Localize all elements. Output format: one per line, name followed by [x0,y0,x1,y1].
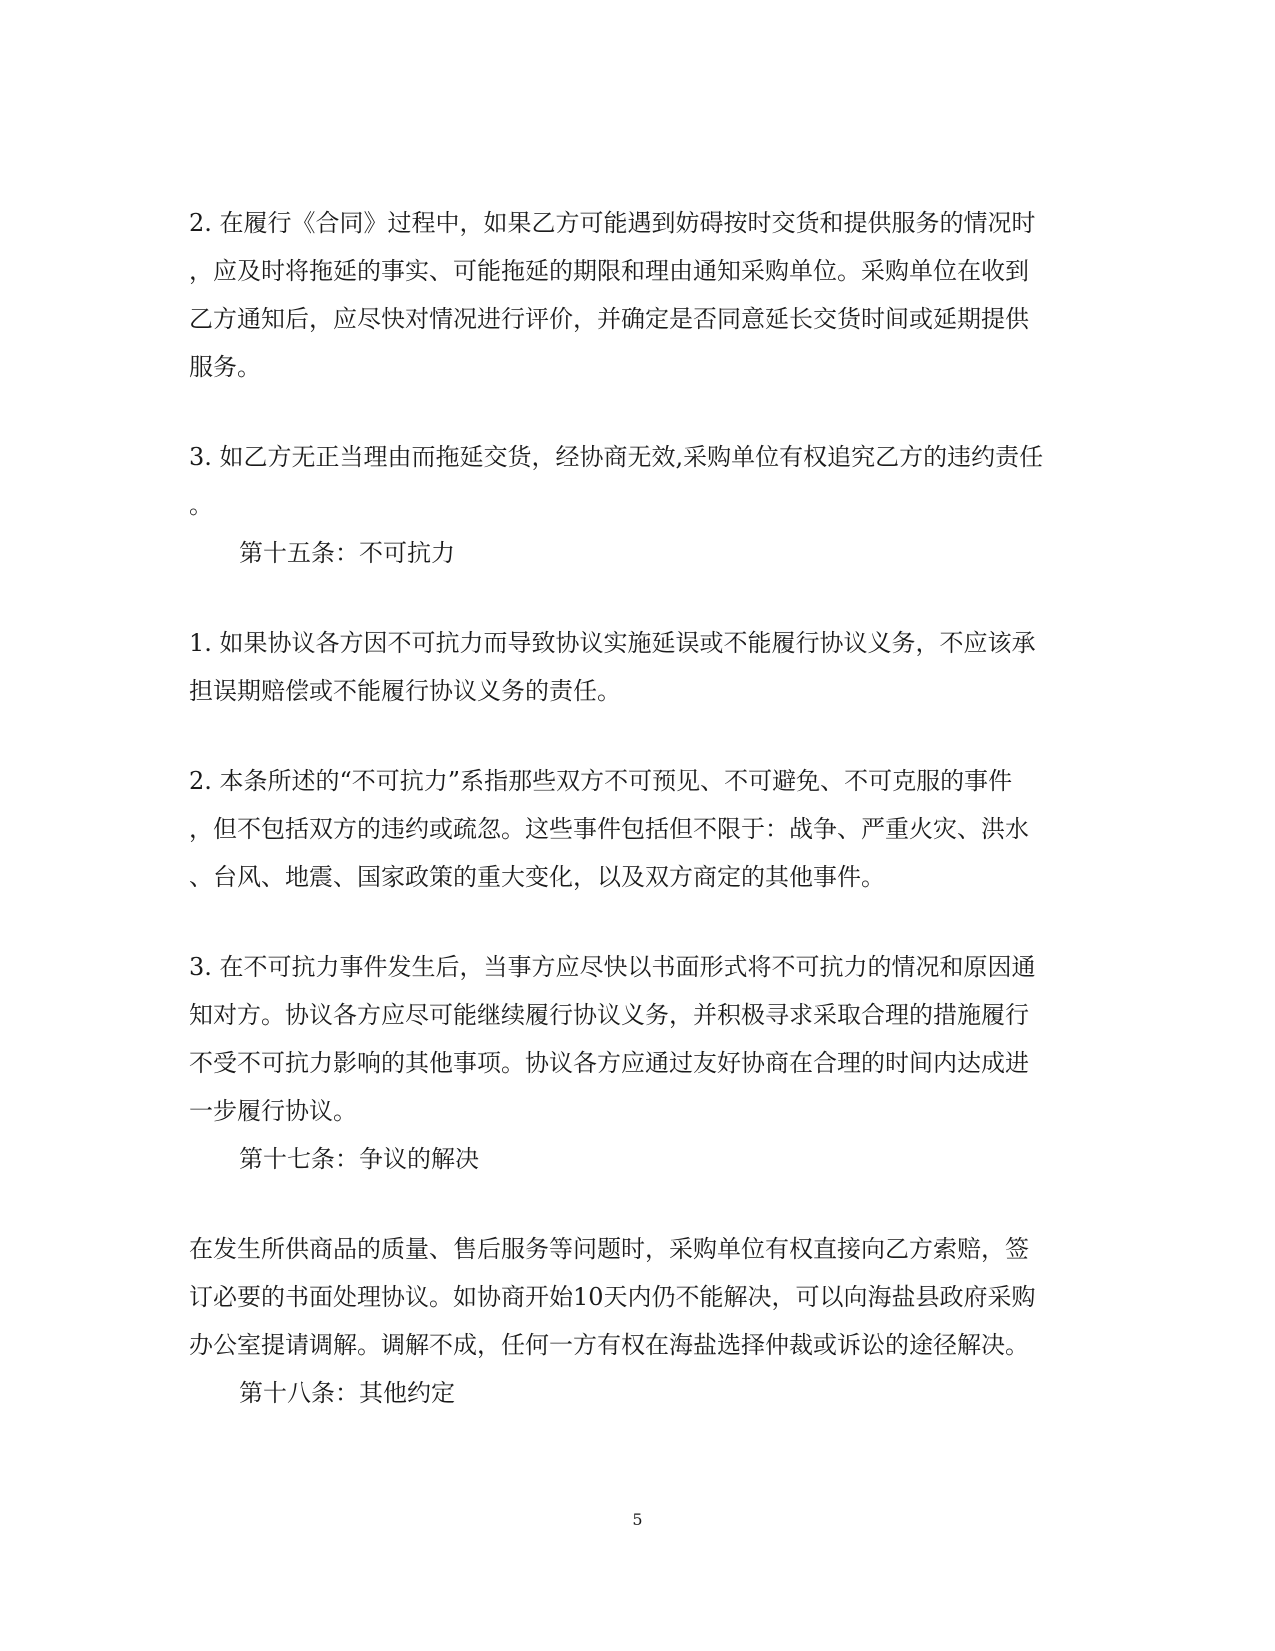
paragraph-line: 在发生所供商品的质量、售后服务等问题时，采购单位有权直接向乙方索赔，签 [189,1235,1029,1263]
paragraph-line: 不受不可抗力影响的其他事项。协议各方应通过友好协商在合理的时间内达成进 [189,1049,1029,1077]
paragraph-line: 担误期赔偿或不能履行协议义务的责任。 [189,677,621,705]
section-heading-17: 第十七条：争议的解决 [239,1145,479,1173]
paragraph-line: 服务。 [189,353,261,381]
section-heading-15: 第十五条：不可抗力 [239,539,455,567]
paragraph-line: 乙方通知后，应尽快对情况进行评价，并确定是否同意延长交货时间或延期提供 [189,305,1029,333]
paragraph-line: 1. 如果协议各方因不可抗力而导致协议实施延误或不能履行协议义务，不应该承 [189,629,1036,657]
paragraph-line: 3. 在不可抗力事件发生后，当事方应尽快以书面形式将不可抗力的情况和原因通 [189,953,1036,981]
paragraph-line: 办公室提请调解。调解不成，任何一方有权在海盐选择仲裁或诉讼的途径解决。 [189,1331,1029,1359]
paragraph-line: ，应及时将拖延的事实、可能拖延的期限和理由通知采购单位。采购单位在收到 [189,257,1029,285]
paragraph-line: 。 [189,491,213,519]
paragraph-line: 2. 在履行《合同》过程中，如果乙方可能遇到妨碍按时交货和提供服务的情况时 [189,209,1036,237]
page-number: 5 [632,1510,643,1529]
paragraph-line: 订必要的书面处理协议。如协商开始10天内仍不能解决，可以向海盐县政府采购 [189,1283,1036,1311]
paragraph-line: ，但不包括双方的违约或疏忽。这些事件包括但不限于：战争、严重火灾、洪水 [189,815,1029,843]
section-heading-18: 第十八条：其他约定 [239,1379,455,1407]
paragraph-line: 、台风、地震、国家政策的重大变化，以及双方商定的其他事件。 [189,863,885,891]
paragraph-line: 2. 本条所述的“不可抗力”系指那些双方不可预见、不可避免、不可克服的事件 [189,767,1013,795]
paragraph-line: 一步履行协议。 [189,1097,357,1125]
paragraph-line: 3. 如乙方无正当理由而拖延交货，经协商无效,采购单位有权追究乙方的违约责任 [189,443,1044,471]
paragraph-line: 知对方。协议各方应尽可能继续履行协议义务，并积极寻求采取合理的措施履行 [189,1001,1029,1029]
